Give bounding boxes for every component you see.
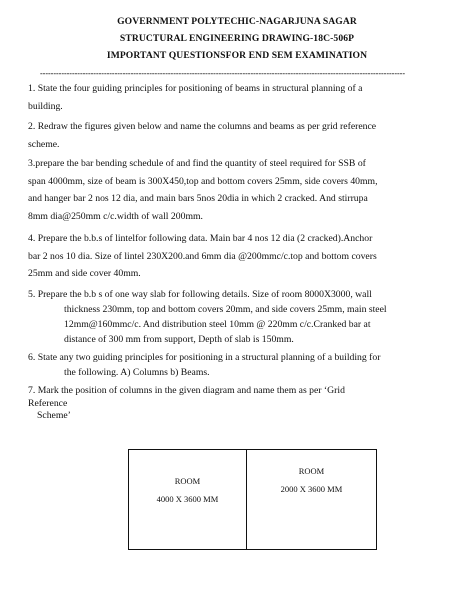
question-7 bbox=[28, 385, 345, 423]
room-2 bbox=[247, 466, 376, 494]
question-text: 1. State the four guiding principles for positioning of beams in structural planning of a bbox=[28, 83, 363, 94]
floor-plan-diagram bbox=[128, 449, 377, 550]
question-text: 12mm@160mmc/c. And distribution steel 10mm @ 220mm c/c.Cranked bar at bbox=[64, 319, 371, 330]
question-text: Reference bbox=[28, 397, 68, 409]
question-text: thickness 230mm, top and bottom covers 20mm, and side covers 25mm, main steel bbox=[64, 304, 387, 315]
question-text: the following. A) Columns b) Beams. bbox=[64, 367, 210, 378]
course-title: STRUCTURAL ENGINEERING DRAWING-18C-506P bbox=[119, 33, 355, 44]
question-4 bbox=[28, 230, 377, 283]
partition-wall bbox=[246, 450, 247, 549]
question-text: 5. Prepare the b.b s of one way slab for following details. Size of room 8000X3000, wall bbox=[28, 289, 372, 300]
question-text: 7. Mark the position of columns in the given diagram and name them as per ‘Grid bbox=[28, 385, 345, 396]
question-text: scheme. bbox=[28, 138, 60, 150]
question-6 bbox=[28, 350, 380, 380]
question-text: and hanger bar 2 nos 12 dia, and main bars 5nos 20dia in which 2 cracked. And stirrupa bbox=[28, 193, 368, 205]
room-1 bbox=[129, 476, 246, 504]
question-text: 6. State any two guiding principles for positioning in a structural planning of a building for bbox=[28, 352, 381, 363]
question-text: 4. Prepare the b.b.s of lintelfor following data. Main bar 4 nos 12 dia (2 cracked).Anchor bbox=[28, 233, 373, 244]
room-2-name: ROOM bbox=[298, 466, 325, 476]
question-text: 2. Redraw the figures given below and name the columns and beams as per grid reference bbox=[28, 121, 377, 132]
question-text: 25mm and side cover 40mm. bbox=[28, 268, 141, 280]
question-1 bbox=[28, 80, 362, 115]
exam-title: IMPORTANT QUESTIONSFOR END SEM EXAMINATION bbox=[106, 50, 368, 61]
room-2-size: 2000 X 3600 MM bbox=[280, 484, 343, 494]
question-text: Scheme’ bbox=[37, 410, 71, 421]
room-1-size: 4000 X 3600 MM bbox=[156, 494, 219, 504]
question-text: 8mm dia@250mm c/c.width of wall 200mm. bbox=[28, 210, 203, 222]
question-text: building. bbox=[28, 100, 63, 112]
header-separator: ----------------------------------------------------------------------------------------------------------------------------------------- bbox=[40, 70, 405, 78]
question-text: span 4000mm, size of beam is 300X450,top and bottom covers 25mm, side covers 40mm, bbox=[28, 175, 378, 187]
question-text: distance of 300 mm from support, Depth of slab is 150mm. bbox=[64, 334, 294, 345]
institution-title: GOVERNMENT POLYTECHIC-NAGARJUNA SAGAR bbox=[117, 16, 357, 27]
question-3 bbox=[28, 155, 378, 225]
room-1-name: ROOM bbox=[174, 476, 201, 486]
question-2 bbox=[28, 118, 376, 153]
question-5 bbox=[28, 287, 387, 347]
question-text: 3.prepare the bar bending schedule of and find the quantity of steel required for SSB of bbox=[28, 158, 366, 169]
question-text: bar 2 nos 10 dia. Size of lintel 230X200.and 6mm dia @200mmc/c.top and bottom covers bbox=[28, 250, 377, 262]
